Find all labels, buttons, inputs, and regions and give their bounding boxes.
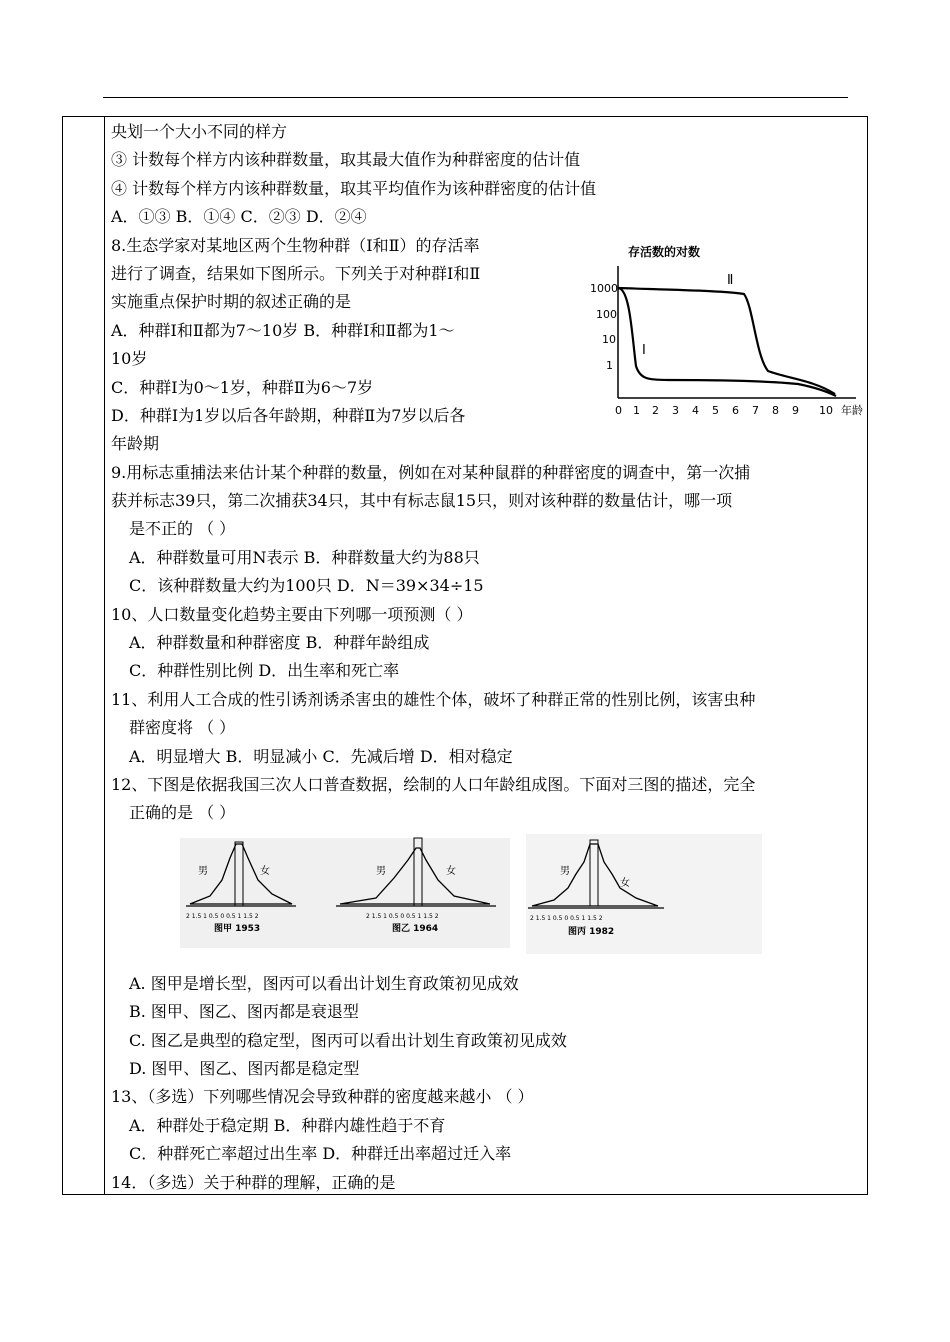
male-label: 男 bbox=[198, 866, 208, 877]
axis-scale: 2 1.5 1 0.5 0 0.5 1 1.5 2 bbox=[366, 913, 439, 920]
text-line: ③ 计数每个样方内该种群数量，取其最大值作为种群密度的估计值 bbox=[111, 150, 581, 170]
options-line: A．①③ B．①④ C．②③ D．②④ bbox=[111, 207, 367, 227]
female-label: 女 bbox=[446, 866, 456, 877]
male-label: 男 bbox=[376, 866, 386, 877]
survivorship-figure bbox=[588, 236, 868, 426]
pyramid-caption: 图甲 1953 bbox=[214, 924, 261, 934]
q9-option: C．该种群数量大约为100只 D．N＝39×34÷15 bbox=[129, 576, 484, 596]
x-tick-label: 5 bbox=[712, 404, 719, 417]
header-rule bbox=[103, 97, 848, 98]
table-column-divider bbox=[104, 116, 105, 1195]
text-line: ④ 计数每个样方内该种群数量，取其平均值作为该种群密度的估计值 bbox=[111, 178, 597, 198]
x-axis-unit: 年龄 bbox=[841, 404, 863, 417]
q8-option: A．种群Ⅰ和Ⅱ都为7～10岁 B．种群Ⅰ和Ⅱ都为1～ bbox=[111, 320, 455, 340]
series-label-I: Ⅰ bbox=[642, 343, 646, 358]
axis-scale: 2 1.5 1 0.5 0 0.5 1 1.5 2 bbox=[530, 915, 603, 922]
x-tick-label: 0 bbox=[615, 404, 622, 417]
q10-stem: 10、人口数量变化趋势主要由下列哪一项预测（ ） bbox=[111, 604, 473, 624]
y-tick-label: 1000 bbox=[590, 282, 618, 295]
x-tick-label: 3 bbox=[672, 404, 679, 417]
male-label: 男 bbox=[560, 866, 570, 877]
x-tick-label: 9 bbox=[792, 404, 799, 417]
female-label: 女 bbox=[260, 866, 270, 877]
q13-option: A．种群处于稳定期 B．种群内雄性趋于不育 bbox=[129, 1115, 446, 1135]
q9-option: A．种群数量可用N表示 B．种群数量大约为88只 bbox=[129, 547, 480, 567]
q11-stem: 群密度将 （ ） bbox=[129, 718, 236, 738]
x-tick-label: 8 bbox=[772, 404, 779, 417]
survivorship-title: 存活数的对数 bbox=[628, 245, 701, 259]
x-tick-label: 4 bbox=[692, 404, 699, 417]
pyramid-caption: 图乙 1964 bbox=[392, 924, 439, 934]
y-tick-label: 10 bbox=[602, 333, 616, 346]
q9-stem: 9.用标志重捕法来估计某个种群的数量，例如在对某种鼠群的种群密度的调查中，第一次捕 bbox=[111, 462, 751, 482]
q13-stem: 13、（多选）下列哪些情况会导致种群的密度越来越小 （ ） bbox=[111, 1087, 534, 1107]
q8-option: 10岁 bbox=[111, 349, 148, 369]
q9-stem: 是不正的 （ ） bbox=[129, 519, 236, 539]
q12-option: D. 图甲、图乙、图丙都是稳定型 bbox=[129, 1058, 360, 1078]
q14-stem: 14．（多选）关于种群的理解，正确的是 bbox=[111, 1172, 396, 1192]
q12-option: C. 图乙是典型的稳定型，图丙可以看出计划生育政策初见成效 bbox=[129, 1030, 567, 1050]
female-label: 女 bbox=[620, 878, 630, 889]
q8-stem: 8.生态学家对某地区两个生物种群（Ⅰ和Ⅱ）的存活率 bbox=[111, 235, 480, 255]
x-tick-label: 6 bbox=[732, 404, 739, 417]
q10-option: A．种群数量和种群密度 B．种群年龄组成 bbox=[129, 633, 430, 653]
q8-option: D．种群Ⅰ为1岁以后各年龄期，种群Ⅱ为7岁以后各 bbox=[111, 405, 466, 425]
series-label-II: Ⅱ bbox=[727, 273, 734, 288]
x-tick-labels bbox=[615, 403, 863, 417]
x-tick-label: 1 bbox=[633, 404, 640, 417]
x-tick-label: 7 bbox=[752, 404, 759, 417]
q11-stem: 11、利用人工合成的性引诱剂诱杀害虫的雄性个体，破坏了种群正常的性别比例，该害虫种 bbox=[111, 689, 756, 709]
x-tick-label: 2 bbox=[652, 404, 659, 417]
q8-stem: 实施重点保护时期的叙述正确的是 bbox=[111, 292, 352, 312]
q10-option: C．种群性别比例 D．出生率和死亡率 bbox=[129, 661, 400, 681]
x-tick-label: 10 bbox=[819, 404, 833, 417]
q8-option: 年龄期 bbox=[111, 434, 160, 454]
age-pyramid-figure bbox=[180, 834, 764, 958]
q12-stem: 12、下图是依据我国三次人口普查数据，绘制的人口年龄组成图。下面对三图的描述，完全 bbox=[111, 774, 756, 794]
axis-scale: 2 1.5 1 0.5 0 0.5 1 1.5 2 bbox=[186, 913, 259, 920]
q8-option: C．种群Ⅰ为0～1岁，种群Ⅱ为6～7岁 bbox=[111, 377, 374, 397]
y-tick-label: 1 bbox=[606, 359, 613, 372]
q9-stem: 获并标志39只，第二次捕获34只，其中有标志鼠15只，则对该种群的数量估计，哪一项 bbox=[111, 491, 733, 511]
q12-stem: 正确的是 （ ） bbox=[129, 803, 236, 823]
pyramid-caption: 图丙 1982 bbox=[568, 927, 615, 937]
q11-option: A．明显增大 B．明显减小 C．先减后增 D．相对稳定 bbox=[129, 746, 513, 766]
y-tick-label: 100 bbox=[596, 308, 617, 321]
q13-option: C．种群死亡率超过出生率 D．种群迁出率超过迁入率 bbox=[129, 1144, 512, 1164]
text-line: 央划一个大小不同的样方 bbox=[111, 122, 288, 141]
q12-option: B. 图甲、图乙、图丙都是衰退型 bbox=[129, 1002, 359, 1022]
q12-option: A. 图甲是增长型，图丙可以看出计划生育政策初见成效 bbox=[129, 973, 519, 993]
q8-stem: 进行了调查，结果如下图所示。下列关于对种群Ⅰ和Ⅱ bbox=[111, 263, 481, 283]
